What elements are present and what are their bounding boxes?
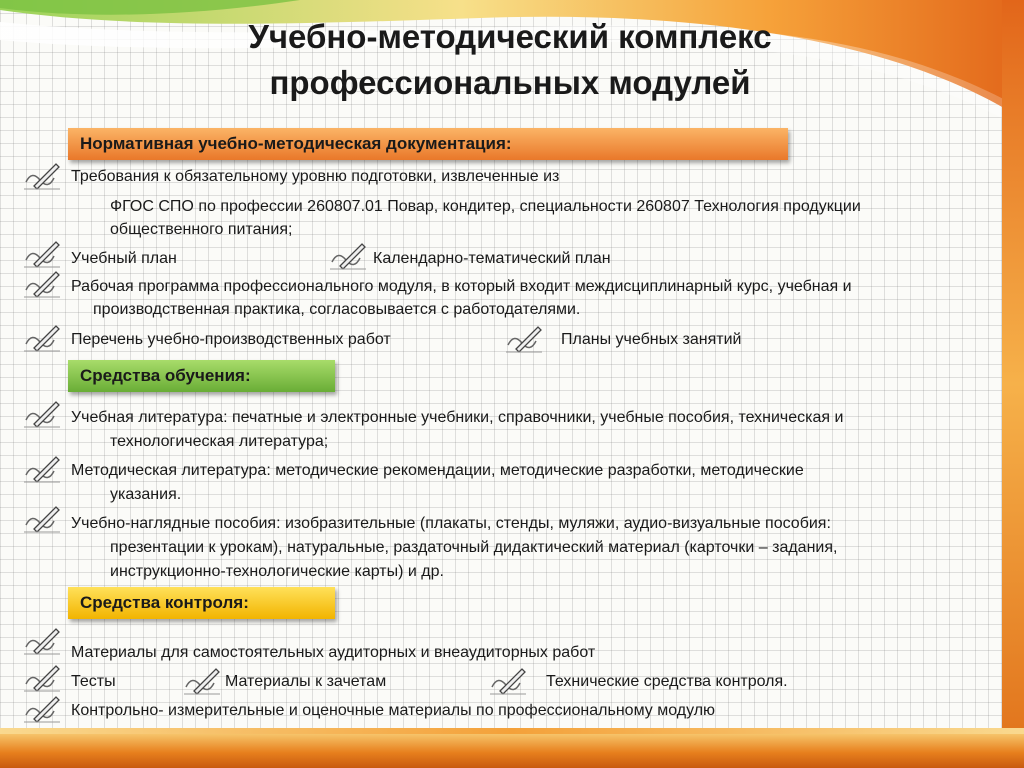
title-line-2: профессиональных модулей bbox=[269, 64, 751, 101]
writing-pen-icon bbox=[328, 240, 368, 270]
means-line-5: Учебно-наглядные пособия: изобразительные (плакаты, стенды, муляжи, аудио-визуальные пособия: bbox=[71, 515, 831, 532]
writing-pen-icon bbox=[22, 503, 62, 533]
section-header-control: Средства контроля: bbox=[68, 587, 335, 619]
writing-pen-icon bbox=[22, 453, 62, 483]
means-line-6: презентации к урокам), натуральные, раздаточный дидактический материал (карточки – задания, bbox=[110, 539, 838, 556]
bottom-decorative-bar bbox=[0, 734, 1024, 768]
writing-pen-icon bbox=[22, 693, 62, 723]
control-line-3: Материалы к зачетам bbox=[225, 673, 387, 690]
normative-line-7: производственная практика, согласовывается с работодателями. bbox=[93, 301, 581, 318]
title-line-1: Учебно-методический комплекс bbox=[248, 18, 772, 55]
writing-pen-icon bbox=[22, 398, 62, 428]
writing-pen-icon bbox=[22, 625, 62, 655]
normative-line-9: Планы учебных занятий bbox=[561, 331, 742, 348]
means-line-2: технологическая литература; bbox=[110, 433, 329, 450]
normative-line-5: Календарно-тематический план bbox=[373, 250, 611, 267]
writing-pen-icon bbox=[182, 665, 222, 695]
page-title bbox=[120, 14, 900, 106]
writing-pen-icon bbox=[22, 662, 62, 692]
control-line-1: Материалы для самостоятельных аудиторных и внеаудиторных работ bbox=[71, 644, 596, 661]
section-header-normative: Нормативная учебно-методическая документация: bbox=[68, 128, 788, 160]
normative-line-2: ФГОС СПО по профессии 260807.01 Повар, кондитер, специальности 260807 Технология продукции bbox=[110, 198, 861, 215]
writing-pen-icon bbox=[22, 268, 62, 298]
writing-pen-icon bbox=[22, 322, 62, 352]
normative-line-1: Требования к обязательному уровню подготовки, извлеченные из bbox=[71, 168, 560, 185]
means-line-7: инструкционно-технологические карты) и др. bbox=[110, 563, 444, 580]
writing-pen-icon bbox=[22, 160, 62, 190]
normative-line-4: Учебный план bbox=[71, 250, 177, 267]
normative-line-3: общественного питания; bbox=[110, 221, 293, 238]
control-line-2: Тесты bbox=[71, 673, 116, 690]
means-line-1: Учебная литература: печатные и электронные учебники, справочники, учебные пособия, техническая и bbox=[71, 409, 844, 426]
section-header-means: Средства обучения: bbox=[68, 360, 335, 392]
control-line-4: Технические средства контроля. bbox=[546, 673, 788, 690]
control-line-5: Контрольно- измерительные и оценочные материалы по профессиональному модулю bbox=[71, 702, 716, 719]
writing-pen-icon bbox=[488, 665, 528, 695]
means-line-4: указания. bbox=[110, 486, 182, 503]
writing-pen-icon bbox=[22, 238, 62, 268]
right-decorative-strip bbox=[1002, 0, 1024, 768]
normative-line-8: Перечень учебно-производственных работ bbox=[71, 331, 391, 348]
means-line-3: Методическая литература: методические рекомендации, методические разработки, методические bbox=[71, 462, 804, 479]
writing-pen-icon bbox=[504, 323, 544, 353]
normative-line-6: Рабочая программа профессионального модуля, в который входит междисциплинарный курс, учебная и bbox=[71, 278, 852, 295]
